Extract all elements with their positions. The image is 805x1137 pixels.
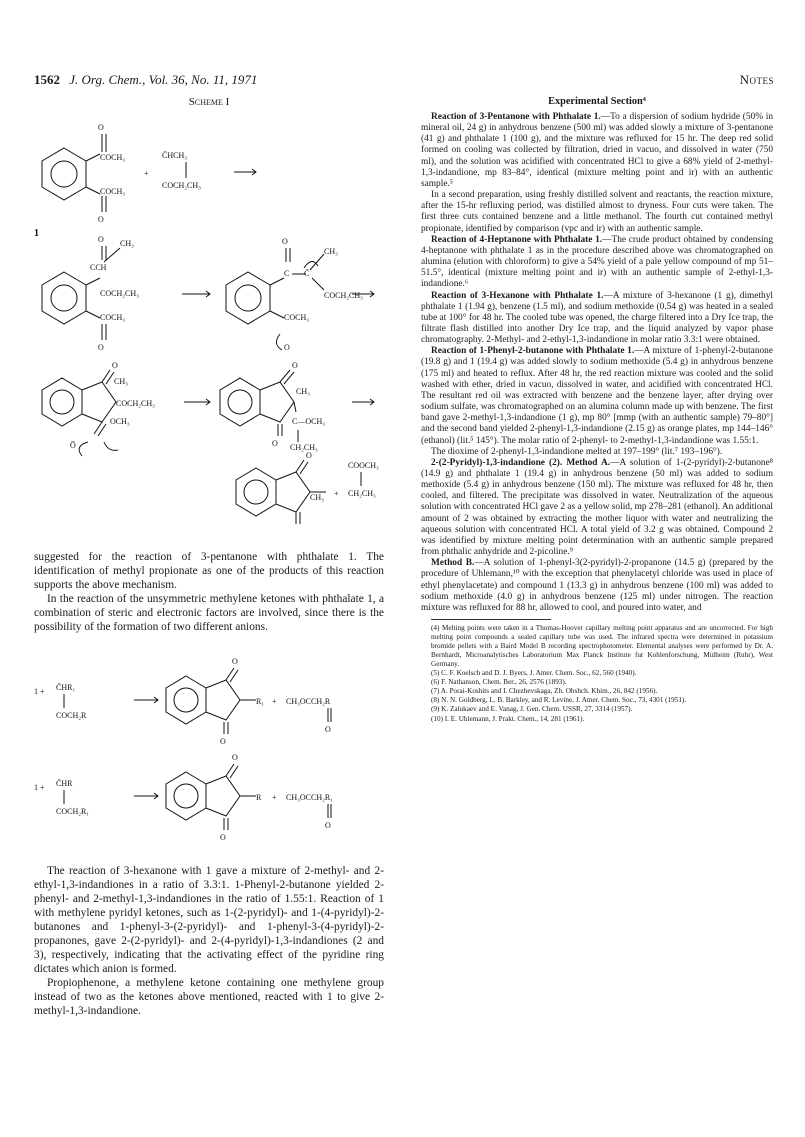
label-ch3: CH₃ [296,387,310,396]
procedure-title: Reaction of 1-Phenyl-2-butanone with Phthalate 1. [431,346,635,357]
label-cooch3: COOCH₃ [348,461,379,470]
electron-arrow [79,442,88,456]
label-coch2r1: COCH₂R₁ [56,807,90,817]
label-coch3: COCH₃ [100,187,126,196]
experimental-paragraph [421,458,773,558]
label-coch2ch3: COCH₂CH₃ [162,181,201,190]
scheme-title: Scheme I [188,96,230,108]
label-o: O [98,215,104,224]
scheme-i-diagram [34,112,384,530]
label-o: O [232,657,238,667]
label-o: O [232,753,238,763]
label-ch2ch3: CH₂CH₃ [348,489,376,498]
experimental-text [421,112,773,614]
label-och3: OCH₃ [110,417,130,426]
aromatic-circle [244,480,268,504]
benzene-ring [236,468,276,516]
label-ch3: CH₃ [324,247,338,256]
label-c-eq: C [284,269,290,278]
experimental-paragraph [421,558,773,614]
footnote: (6) F. Nathanson, Chem. Ber., 26, 2576 (1893). [431,678,567,687]
plus-sign: + [272,793,277,803]
label-o: O [306,451,312,460]
page-header [34,72,774,92]
benzene-ring [226,272,270,324]
label-coch2ch3: COCH₂CH₃ [100,289,139,298]
procedure-title: Reaction of 3-Pentanone with Phthalate 1. [431,112,601,122]
procedure-text: —A mixture of 3-hexanone (1 g), dimethyl phthalate 1 (1.94 g), benzene (1.5 ml), and sodium methoxide (0.54 g) was heated in a sealed tube at 100° for 48 hr. The cooled tube was opened, the charge filtered into a Dry Ice trap, the filtrate flash distilled into another Dry Ice trap, and the liquid analyzed by vapor phase chromatography. 2-Methyl- and 2-ethyl-1,3-indandione in molar ratio 3.3:1 were obtained. [421,290,774,346]
journal-citation: J. Org. Chem., Vol. 36, No. 11, 1971 [69,72,258,87]
label-r1: R₁ [256,697,265,707]
aromatic-circle [174,784,198,808]
unsymmetric-ketone-scheme [34,650,384,846]
ester-product-2: CH₃OCCH₂R₁ [286,793,334,803]
body-paragraph: Propiophenone, a methylene ketone containing one methylene group instead of two as the ketones above mentioned, reacted with 1 to give 2-methyl-1,3-indandione. [34,976,384,1017]
benzene-ring [42,378,82,426]
benzene-ring [166,676,206,724]
right-column [421,96,773,724]
label-c-och3: C—OCH₃ [292,417,326,426]
label-coch2ch3: COCH₂CH₃ [324,291,363,300]
benzene-ring [166,772,206,820]
electron-arrow [276,334,282,350]
aromatic-circle [174,688,198,712]
experimental-paragraph: In a second preparation, using freshly distilled solvent and reactants, the reaction mixture, after the 15-hr refluxing period, was distilled almost to dryness. Four cuts were taken. The first three cuts contained benzene and a little methanol. The fourth cut contained methyl propionate, identified by comparison (vpc and ir) with an authentic sample. [421,190,773,234]
label-chch3: C̄HCH₃ [162,151,188,160]
label-ch3: CH₃ [310,493,324,502]
footnote: (9) K. Zalukaev and E. Vanag, J. Gen. Chem. USSR, 27, 3314 (1957). [431,705,633,714]
label-ch3: CH₃ [120,239,134,248]
ester-product-1: CH₃OCCH₂R [286,697,331,707]
aromatic-circle [228,390,252,414]
reactant-1-plus: 1 + [34,687,45,697]
footnote: (4) Melting points were taken in a Thomas-Hoover capillary melting point apparatus and are uncorrected. For high melting point compounds a sealed capillary tube was used. The infrared spectra were determined in potassium bromide pellets with a Baird Model B recording spectrophotometer. Elemental analyses were performed by Dr. A. Bernhardt, Microanalytisches Laboratorium Max Planck Institute fur Kohlenforschung, Mulheim (Ruhr), West Germany. [431,624,773,669]
label-ch2ch3: CH₂CH₃ [290,443,318,452]
experimental-paragraph: The dioxime of 2-phenyl-1,3-indandione melted at 197–199° (lit.⁷ 193–196°). [431,446,723,457]
procedure-title: Reaction of 4-Heptanone with Phthalate 1. [431,234,603,245]
label-ch3: CH₃ [114,377,128,386]
experimental-paragraph [421,112,773,190]
aromatic-circle [50,390,74,414]
reactant-1-plus: 1 + [34,783,45,793]
aromatic-circle [51,285,77,311]
label-o: O [98,123,104,132]
label-o: O [325,821,331,831]
procedure-text: —The crude product obtained by condensing 4-heptanone with phthalate 1 as in the procedure described above was chromatographed on alumina (elution with chloroform) to give a 54% yield of a pale yellow compound of mp 51–51.5°, identical (mixture melting point and ir) with an authentic sample of 2-ethyl-1,3-indandione.⁶ [421,234,774,290]
label-coch2ch3: COCH₂CH₃ [116,399,155,408]
procedure-title: 2-(2-Pyridyl)-1,3-indandione (2). Method A. [431,457,611,468]
plus-sign: + [334,489,339,498]
label-o: O [220,833,226,843]
procedure-title: Method B. [431,558,475,569]
label-o: O [112,361,118,370]
body-text-upper [34,551,384,634]
label-o: O [282,237,288,246]
experimental-paragraph [421,291,773,347]
procedure-text: —A solution of 1-phenyl-3(2-pyridyl)-2-propanone (14.5 g) (prepared by the procedure of Uhlemann,¹⁰ with the exception that phenylacetyl chloride was used in place of ethyl phenylacetate) and compound 1 (13.3 g) in anhydrous benzene (100 ml) was added to sodium methoxide (4.0 g) in anhydrous benzene (125 ml) under nitrogen. The reaction mixture was refluxed for 88 hr, allowed to cool, and poured into water, and [421,558,773,613]
compound-1-label: 1 [34,228,39,239]
aromatic-circle [235,285,261,311]
label-coch3: COCH₃ [100,313,126,322]
label-o: O [325,725,331,735]
body-paragraph: In the reaction of the unsymmetric methylene ketones with phthalate 1, a combination of steric and electronic factors are involved, since there is the possibility of the formation of two different anions. [34,592,384,633]
label-coch2r: COCH₂R [56,711,87,721]
label-coch3: COCH₃ [100,153,126,162]
footnotes [421,624,773,724]
cyclopentane-ring [276,472,310,512]
body-text-lower [34,865,384,1018]
footnote-divider [431,619,551,620]
experimental-paragraph [421,235,773,291]
benzene-ring [42,148,86,200]
label-coch3: COCH₃ [284,313,310,322]
experimental-section-title: Experimental Section⁴ [548,96,646,107]
cyclopentane-ring [206,776,240,816]
electron-arrow [304,261,318,268]
footnote: (5) C. F. Koelsch and D. J. Byers, J. Amer. Chem. Soc., 62, 560 (1940). [431,669,637,678]
left-column [34,96,384,1018]
label-o-minus: O̅ [70,441,76,450]
footnote: (8) N. N. Goldberg, L. B. Barkley, and R. Levine, J. Amer. Chem. Soc., 73, 4301 (1951). [431,696,687,705]
procedure-title: Reaction of 3-Hexanone with Phthalate 1. [431,290,604,301]
benzene-ring [42,272,86,324]
label-o: O [98,343,104,352]
label-r: R [256,793,262,803]
label-cch: CCH [90,263,107,272]
electron-arrow [104,442,118,450]
procedure-text: —A mixture of 1-phenyl-2-butanone (19.8 g) and 1 (19.4 g) was added slowly to sodium methoxide (5.4 g) in anhydrous benzene (175 ml) and heated to reflux. After 48 hr, the red reaction mixture was cooled and the solid washed with ether, dried in vacuo, dissolved in water, and acidified with concentrated HCl. The resultant red oil was extracted with benzene and the benzene layer, after drying over sodium sulfate, was chromatographed on an alumina column made up with benzene. The first band gave 2-methyl-1,3-indandione (1 g), mp 80° [mmp (with an authentic sample) 79–80°] and the second band yielded 2-phenyl-1,3-indandione (2.15 g) as orange plates, mp 144–146° (ethanol) (lit.⁵ 145°). The molar ratio of 2-phenyl- to 2-methyl-1,3-indandione was 1.55:1. [421,346,773,446]
page-number: 1562 [34,72,60,87]
label-o: O [220,737,226,747]
label-chr1: C̄HR₁ [56,683,76,693]
body-paragraph: The reaction of 3-hexanone with 1 gave a mixture of 2-methyl- and 2-ethyl-1,3-indandiones in a ratio of 3.3:1. 1-Phenyl-2-butanone yielded 2-phenyl- and 2-methyl-1,3-indandiones in the ratio of 1.55:1. Reaction of 1 with methylene pyridyl ketones, such as 1-(2-pyridyl)- and 1-(4-pyridyl)-2-butanones and 1-phenyl-3-(2-pyridyl)- and 1-phenyl-3-(4-pyridyl)-2-propanones, gave 2-(2-pyridyl)- and 2-(4-pyridyl)-1,3-indandiones (2 and 3), respectively, indicating that the activating effect of the pyridine ring dictates which anion is formed. [34,865,384,975]
label-o: O [292,361,298,370]
footnote: (7) A. Porai-Koshits and I. Chezhevskaga, Zh. Obshch. Khim., 26, 842 (1956). [431,687,658,696]
plus-sign: + [272,697,277,707]
plus-sign: + [144,169,149,178]
experimental-paragraph [421,346,773,446]
procedure-text: —A solution of 1-(2-pyridyl)-2-butanone⁸ (14.9 g) and phthalate 1 (19.4 g) in anhydrous benzene (50 ml) was added to sodium methoxide (5.4 g) in anhydrous benzene (150 ml). The mixture was refluxed for 48 hr, then cooled, and filtered. The precipitate was dissolved in water. Neutralization of the aqueous solution with concentrated HCl gave 2 as a yellow solid, mp 278–281 (ethanol). An additional amount of 2 was obtained by extracting the mother liquor with water and neutralizing the aqueous solution with concentrated HCl. A total yield of 3.2 g was obtained. Compound 2 was identified by mixture melting point determination with an authentic sample prepared from phthalic anhydride and 2-picoline.⁹ [421,457,773,558]
footnote: (10) I. E. Uhlemann, J. Prakt. Chem., 14, 281 (1961). [431,714,585,723]
cyclopentane-ring [206,680,240,720]
cyclopentane-ring [82,382,116,422]
label-o: O [284,343,290,352]
body-paragraph: suggested for the reaction of 3-pentanone with phthalate 1. The identification of methyl propionate as one of the products of this reaction supports the above mechanism. [34,551,384,591]
procedure-text: —To a dispersion of sodium hydride (50% in mineral oil, 24 g) in anhydrous benzene (500 ml) was added slowly a mixture of 3-pentanone (41 g) and phthalate 1 (100 g), and the mixture was refluxed for 15 hr. The deep red solid formed on cooling was collected by filtration, dried in vacuo, and dissolved in water (750 ml), and the solution was acidified with concentrated HCl to give a 68% yield of 2-methyl-1,3-indandione, mp 83–84°, identical (mixture melting point and ir) with an authentic sample.⁵ [421,112,774,189]
label-o: O [272,439,278,448]
label-o: O [98,235,104,244]
benzene-ring [220,378,260,426]
aromatic-circle [51,161,77,187]
label-c-minus: C̄ [304,269,310,278]
label-chr: C̄HR [56,779,73,789]
section-name: Notes [739,72,774,87]
cyclopentane-ring [260,382,294,422]
